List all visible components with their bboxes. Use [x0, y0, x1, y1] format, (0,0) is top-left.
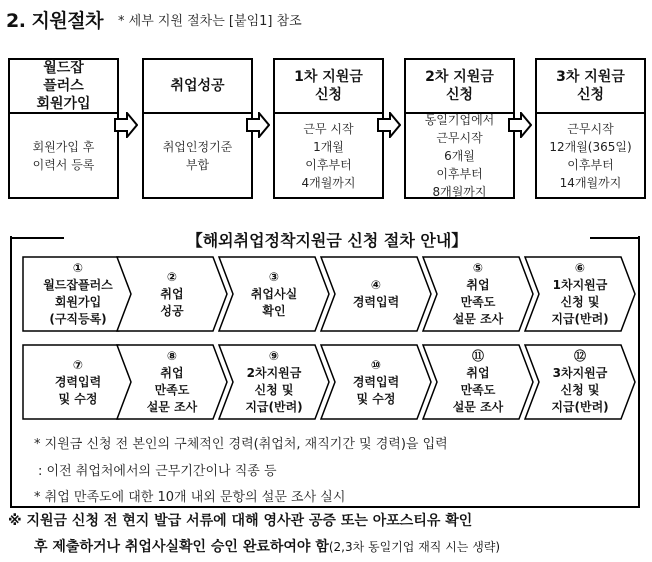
- step-box-third-grant: [535, 58, 646, 199]
- guide-step-text: [538, 344, 622, 420]
- step-detail: 동일기업에서 근무시작 6개월 이후부터 8개월까지: [424, 112, 495, 199]
- guide-step: [320, 344, 432, 420]
- step-box-second-grant: [404, 58, 515, 199]
- step-number: ⑤: [472, 261, 484, 275]
- step-label: 취업 만족도 설문 조사: [146, 366, 198, 414]
- step-number: ⑩: [370, 357, 382, 372]
- guide-top-line-left: [10, 237, 64, 239]
- guide-note: : 이전 취업처에서의 근무기간이나 직종 등: [38, 464, 277, 479]
- step-box-first-grant: [273, 58, 384, 199]
- warning-line-1: ※ 지원금 신청 전 현지 발급 서류에 대해 영사관 공증 또는 아포스티유 확인: [8, 513, 473, 529]
- guide-step-text: [130, 344, 214, 420]
- warning-sub-text: (2,3차 동일기업 재직 시는 생략): [328, 540, 501, 554]
- guide-note: * 취업 만족도에 대한 10개 내외 문항의 설문 조사 실시: [34, 490, 346, 505]
- step-detail: 근무 시작 1개월 이후부터 4개월까지: [301, 121, 356, 190]
- step-number: ②: [166, 269, 178, 284]
- step-title: 1차 지원금 신청: [275, 60, 382, 114]
- guide-step: [218, 256, 330, 332]
- step-title: 월드잡 플러스 회원가입: [10, 60, 117, 114]
- step-number: ③: [268, 269, 280, 284]
- step-label: 경력입력 및 수정: [352, 374, 400, 406]
- step-label: 취업 성공: [160, 286, 184, 318]
- right-arrow-icon: [377, 112, 401, 138]
- step-label: 취업 만족도 설문 조사: [452, 278, 504, 326]
- step-box-signup: [8, 58, 119, 199]
- right-arrow-icon: [508, 112, 532, 138]
- step-title: 3차 지원금 신청: [537, 60, 644, 114]
- step-detail: 취업인정기준 부합: [162, 139, 233, 172]
- guide-step-text: [334, 344, 418, 420]
- right-arrow-icon: [114, 112, 138, 138]
- guide-step: [422, 344, 534, 420]
- guide-step-text: [36, 344, 120, 420]
- warning-main-text: 후 제출하거나 취업사실확인 승인 완료하여야 함: [34, 539, 329, 555]
- step-detail: 회원가입 후 이력서 등록: [32, 139, 95, 172]
- step-number: ⑪: [471, 349, 484, 363]
- guide-step: [320, 256, 432, 332]
- warning-line-2: [34, 536, 500, 556]
- step-label: 취업사실 확인: [250, 286, 298, 318]
- step-label: 경력입력: [352, 295, 400, 309]
- guide-step-text: [36, 256, 120, 332]
- guide-step: [524, 256, 636, 332]
- section-title: 2. 지원절차: [6, 10, 103, 32]
- guide-step-text: [334, 256, 418, 332]
- guide-step: [116, 344, 228, 420]
- step-number: ⑧: [166, 349, 178, 363]
- guide-step: [524, 344, 636, 420]
- guide-top-line-right: [590, 237, 638, 239]
- step-number: ⑥: [574, 261, 586, 275]
- step-detail: 근무시작 12개월(365일) 이후부터 14개월까지: [549, 121, 632, 190]
- guide-step-text: [232, 344, 316, 420]
- section-note: * 세부 지원 절차는 [붙임1] 참조: [118, 14, 302, 29]
- step-label: 1차지원금 신청 및 지급(반려): [551, 278, 609, 326]
- guide-step-text: [538, 256, 622, 332]
- step-label: 2차지원금 신청 및 지급(반려): [245, 366, 303, 414]
- guide-step: [218, 344, 330, 420]
- step-label: 월드잡플러스 회원가입 (구직등록): [43, 278, 113, 326]
- guide-note: * 지원금 신청 전 본인의 구체적인 경력(취업처, 재직기간 및 경력)을 입력: [34, 437, 448, 452]
- step-number: ⑦: [72, 357, 84, 372]
- guide-step-text: [130, 256, 214, 332]
- guide-step: [116, 256, 228, 332]
- guide-step-text: [436, 344, 520, 420]
- guide-title: 【해외취업정착지원금 신청 절차 안내】: [64, 228, 590, 251]
- step-label: 경력입력 및 수정: [54, 374, 102, 406]
- step-title: 취업성공: [144, 60, 251, 114]
- step-title: 2차 지원금 신청: [406, 60, 513, 114]
- step-box-employment: [142, 58, 253, 199]
- step-number: ⑫: [573, 349, 586, 363]
- guide-step-text: [232, 256, 316, 332]
- step-number: ④: [370, 278, 382, 292]
- guide-step-text: [436, 256, 520, 332]
- step-label: 3차지원금 신청 및 지급(반려): [551, 366, 609, 414]
- step-number: ①: [72, 261, 84, 275]
- guide-step: [422, 256, 534, 332]
- right-arrow-icon: [246, 112, 270, 138]
- step-label: 취업 만족도 설문 조사: [452, 366, 504, 414]
- step-number: ⑨: [268, 349, 280, 363]
